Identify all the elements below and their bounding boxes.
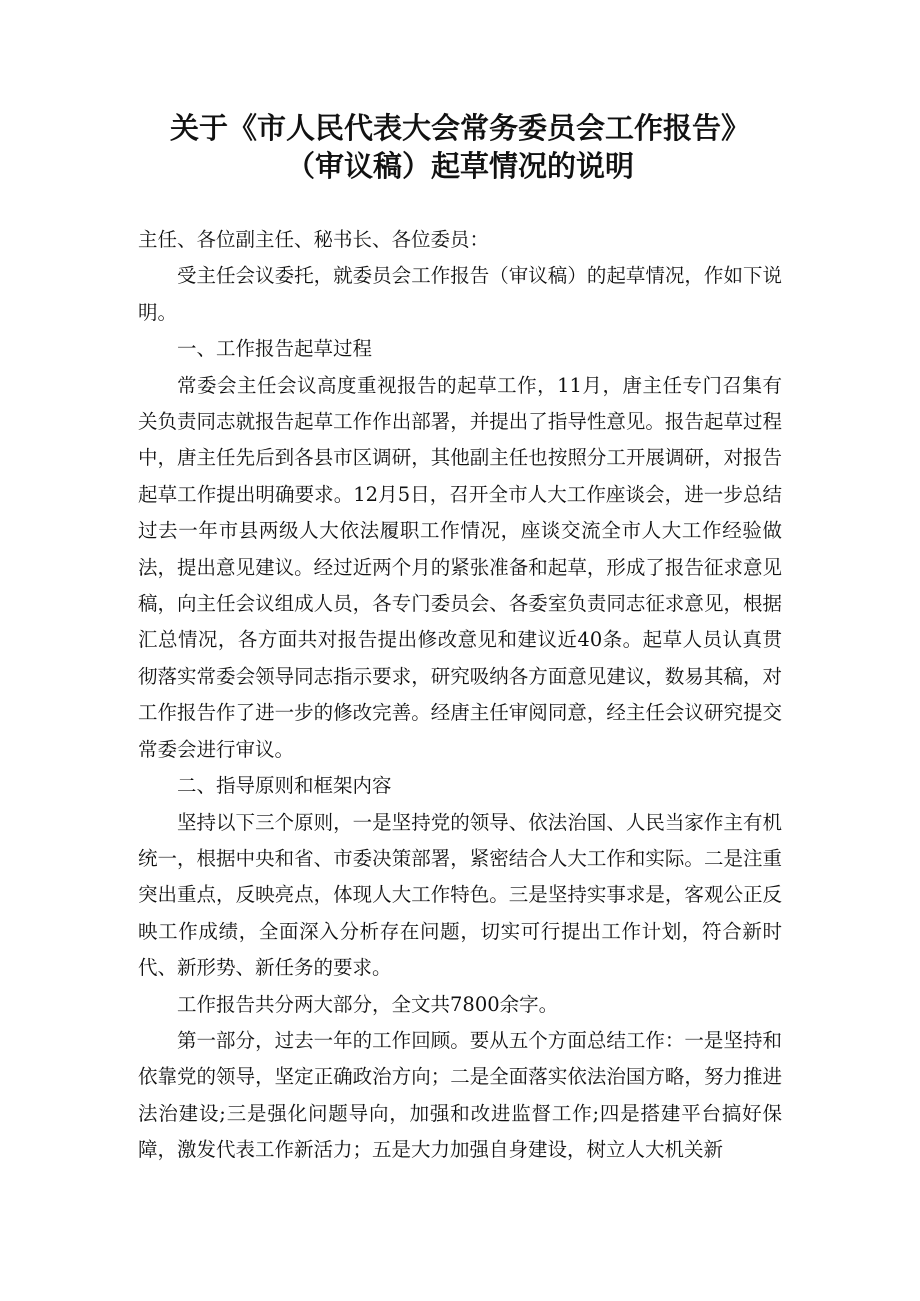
paragraph-intro: 受主任会议委托，就委员会工作报告（审议稿）的起草情况，作如下说明。 [138,264,782,324]
paragraph-part-one: 第一部分，过去一年的工作回顾。要从五个方面总结工作：一是坚持和依靠党的领导，坚定正确政治方向；二是全面落实依法治国方略，努力推进法治建设;三是强化问题导向，加强和改进监督工作;四是搭建平台搞好保障，激发代表工作新活力；五是大力加强自身建设，树立人大机关新 [138,1028,782,1162]
section-heading-2: 二、指导原则和框架内容 [177,774,392,798]
section-heading-1: 一、工作报告起草过程 [177,337,373,361]
salutation: 主任、各位副主任、秘书长、各位委员： [138,228,490,251]
document-title-line-1: 关于《市人民代表大会常务委员会工作报告》 [169,111,750,145]
paragraph-structure: 工作报告共分两大部分，全文共7800余字。 [177,992,559,1016]
paragraph-principles: 坚持以下三个原则，一是坚持党的领导、依法治国、人民当家作主有机统一，根据中央和省、市委决策部署，紧密结合人大工作和实际。二是注重突出重点，反映亮点，体现人大工作特色。三是坚持实事求是，客观公正反映工作成绩，全面深入分析存在问题，切实可行提出工作计划，符合新时代、新形势、新任务的要求。 [138,810,782,980]
document-title-line-2: （审议稿）起草情况的说明 [285,149,634,183]
paragraph-drafting-process: 常委会主任会议高度重视报告的起草工作，11月，唐主任专门召集有关负责同志就报告起草工作作出部署，并提出了指导性意见。报告起草过程中，唐主任先后到各县市区调研，其他副主任也按照分工开展调研，对报告起草工作提出明确要求。12月5日，召开全市人大工作座谈会，进一步总结过去一年市县两级人大依法履职工作情况，座谈交流全市人大工作经验做法，提出意见建议。经过近两个月的紧张准备和起草，形成了报告征求意见稿，向主任会议组成人员，各专门委员会、各委室负责同志征求意见，根据汇总情况，各方面共对报告提出修改意见和建议近40条。起草人员认真贯彻落实常委会领导同志指示要求，研究吸纳各方面意见建议，数易其稿，对工作报告作了进一步的修改完善。经唐主任审阅同意，经主任会议研究提交常委会进行审议。 [138,373,782,761]
document-body [138,222,782,1169]
